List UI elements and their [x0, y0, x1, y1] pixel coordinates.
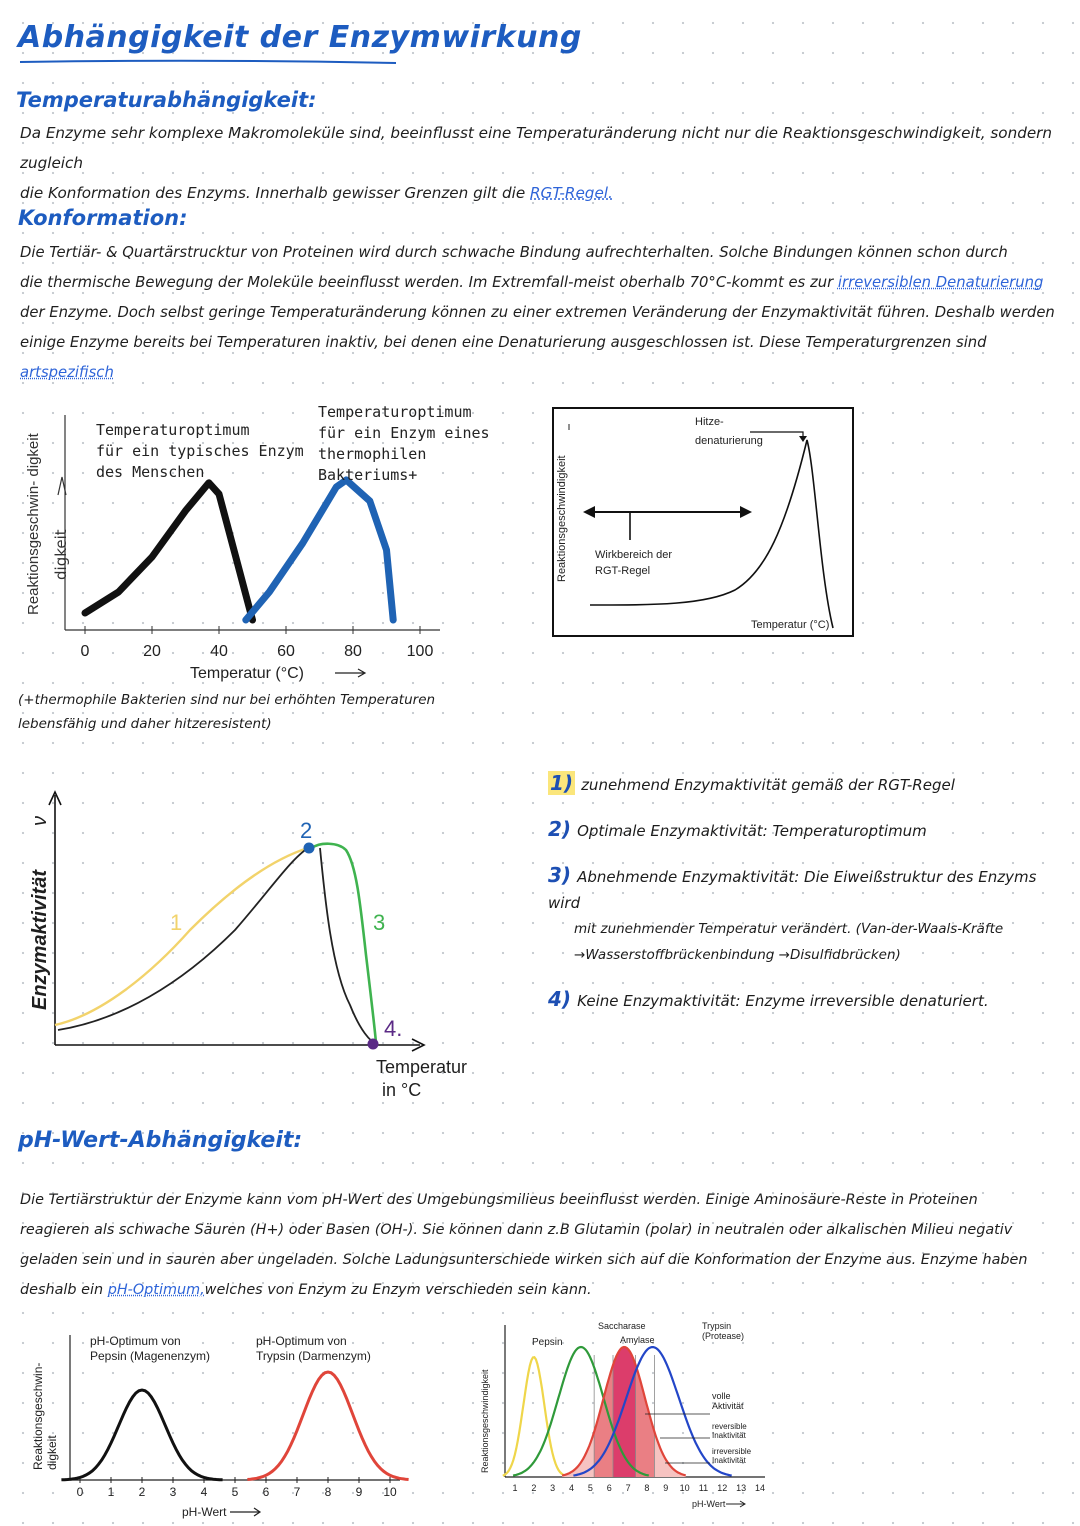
chart4-pepsin-1: pH-Optimum von — [90, 1334, 181, 1348]
human-enzyme-curve — [85, 483, 253, 620]
chart5-saccharase-label: Saccharase — [598, 1321, 646, 1331]
conformation-line3: der Enzyme. Doch selbst geringe Temperaturänderung können zu einer extremen Veränderung der Enzymaktivität führen. Deshalb werden — [20, 304, 1055, 321]
bacteria-label-line1: Temperaturoptimum — [318, 403, 472, 421]
chart5-x-ticks — [512, 1483, 765, 1493]
footnote-line2: lebensfähig und daher hitzeresistent) — [18, 716, 272, 732]
legend-rev-2: Inaktivität — [712, 1431, 746, 1440]
bacteria-label-line3: thermophilen — [318, 445, 427, 463]
ph-line3: geladen sein und in sauren aber ungeladen. Solche Ladungsunterschiede wirken sich auf die Konformation der Enzyme aus. Enzyme haben — [20, 1252, 1028, 1268]
chart4-tick-label: 7 — [293, 1485, 301, 1499]
chart1-footnote — [18, 688, 435, 736]
note-2-text: Optimale Enzymaktivität: Temperaturoptimum — [577, 822, 927, 840]
temperature-intro-line1: Da Enzyme sehr komplexe Makromoleküle sind, beeinflusst eine Temperaturänderung nicht nur die Reaktionsgeschwindigkeit, sondern zugleich — [20, 124, 1053, 172]
chart4-tick-label: 6 — [262, 1485, 270, 1499]
trypsin-curve — [247, 1372, 408, 1480]
chart4-tick-label: 8 — [324, 1485, 332, 1499]
note-4 — [548, 986, 1058, 1014]
temperature-intro — [20, 118, 1070, 208]
chart4-ylabel-2: digkeit — [45, 1435, 59, 1470]
note-3-text-c: →Wasserstoffbrückenbindung →Disulfidbrücken) — [574, 947, 901, 963]
legend-rev-1: reversible — [712, 1422, 747, 1431]
temperature-intro-line2 — [20, 178, 1070, 208]
legend-full-2: Aktivität — [712, 1401, 744, 1411]
conformation-line4 — [20, 328, 1070, 388]
chart1-x-arrow — [335, 669, 365, 677]
denaturation-highlight: irreversiblen Denaturierung — [837, 274, 1044, 291]
chart2-range-2: RGT-Regel — [595, 565, 651, 577]
human-optimum-label — [96, 420, 304, 483]
note-3-text-b: mit zunehmender Temperatur verändert. (Van-der-Waals-Kräfte — [574, 921, 1004, 937]
chart3-xlabel-1: Temperatur — [376, 1057, 468, 1077]
chart3-xlabel-2: in °C — [382, 1080, 422, 1100]
chart5-tick-label: 10 — [679, 1483, 690, 1493]
chart4-ylabel-1: Reaktionsgeschwin- — [31, 1362, 45, 1470]
curve-pepsin — [503, 1357, 565, 1476]
chart5-trypsin-label-2: (Protease) — [702, 1331, 745, 1341]
human-label-line1: Temperaturoptimum — [96, 421, 250, 439]
chart5-tick-label: 8 — [644, 1483, 650, 1493]
rgt-rule-highlight: RGT-Regel. — [530, 184, 613, 202]
species-specific-highlight: artspezifisch — [20, 364, 114, 381]
chart1-ylabel-1: Reaktionsgeschwin- digkeit — [25, 433, 42, 615]
ph-optimum-highlight: pH-Optimum, — [107, 1282, 205, 1298]
conformation-paragraph — [20, 238, 1070, 388]
chart4-tick-label: 1 — [107, 1485, 115, 1499]
ph-line1: Die Tertiärstruktur der Enzyme kann vom pH-Wert des Umgebungsmilieus beeinflusst werden. Einige Aminosäure-Reste in Proteinen — [20, 1192, 978, 1208]
legend-irr-2: Inaktivität — [712, 1456, 746, 1465]
ph-line4 — [20, 1275, 1070, 1305]
chart4-trypsin-1: pH-Optimum von — [256, 1334, 347, 1348]
chart1-ylabel-2: digkeit — [52, 529, 70, 580]
chart4-tick-label: 3 — [169, 1485, 177, 1499]
chart3-ylabel-symbol: ν — [29, 816, 51, 826]
chart5-tick-label: 2 — [531, 1483, 537, 1493]
note-1-text: zunehmend Enzymaktivität gemäß der RGT-Regel — [581, 776, 955, 794]
temperature-intro-text: die Konformation des Enzyms. Innerhalb gewisser Grenzen gilt die — [20, 184, 526, 202]
ph-paragraph — [20, 1185, 1070, 1305]
chart5-tick-label: 6 — [606, 1483, 612, 1493]
bacteria-label-line4: Bakteriums+ — [318, 466, 418, 484]
chart5-tick-label: 9 — [663, 1483, 669, 1493]
conformation-line1: Die Tertiär- & Quartärstrucktur von Proteinen wird durch schwache Bindung aufrechterhalten. Solche Bindungen können schon durch — [20, 244, 1008, 261]
marker-1: 1 — [170, 910, 183, 935]
bacteria-optimum-label — [318, 402, 490, 486]
title-underline — [18, 58, 398, 66]
chart5-tick-label: 11 — [698, 1483, 709, 1493]
chart5-ylabel: Reaktionsgeschwindigkeit — [480, 1369, 490, 1473]
optimum-point — [304, 843, 315, 854]
marker-3: 3 — [373, 910, 386, 935]
conformation-line2-text: die thermische Bewegung der Moleküle beeinflusst werden. Im Extremfall-meist oberhalb 70°C-kommt es zur — [20, 274, 834, 291]
note-2 — [548, 816, 1058, 844]
chart4-tick-label: 2 — [138, 1485, 146, 1499]
phase1-yellow-curve — [55, 848, 308, 1025]
note-2-number: 2) — [548, 817, 572, 841]
chart3-ylabel: Enzymaktivität — [29, 869, 51, 1010]
chart3-black-fall — [320, 848, 378, 1045]
note-4-number: 4) — [548, 987, 572, 1011]
note-4-text: Keine Enzymaktivität: Enzyme irreversible denaturiert. — [577, 992, 989, 1010]
chart1-tick-label: 40 — [210, 643, 228, 660]
ph-heading: pH-Wert-Abhängigkeit: — [18, 1128, 303, 1153]
note-3 — [548, 862, 1058, 916]
footnote-line1: (+thermophile Bakterien sind nur bei erhöhten Temperaturen — [18, 692, 436, 708]
chart2-peak-2: denaturierung — [695, 435, 763, 447]
enzyme-activity-chart — [20, 780, 500, 1110]
phase3-green-curve — [312, 844, 376, 1043]
ph-optimum-chart — [20, 1320, 440, 1520]
chart1-tick-label: 0 — [80, 643, 90, 660]
human-label-line2: für ein typisches Enzym — [96, 442, 304, 460]
temperature-heading: Temperaturabhängigkeit: — [16, 88, 317, 112]
chart5-amylase-label: Amylase — [620, 1335, 655, 1345]
chart1-xlabel: Temperatur (°C) — [190, 665, 304, 682]
chart4-tick-label: 0 — [76, 1485, 84, 1499]
chart4-tick-label: 4 — [200, 1485, 208, 1499]
chart5-trypsin-label-1: Trypsin — [702, 1321, 732, 1331]
denatured-point — [368, 1039, 379, 1050]
chart5-tick-label: 14 — [754, 1483, 766, 1493]
activity-notes — [548, 770, 1058, 1014]
chart5-tick-label: 5 — [587, 1483, 593, 1493]
note-1-number: 1) — [550, 771, 574, 795]
chart2-range-1: Wirkbereich der — [595, 549, 673, 561]
chart4-tick-label: 9 — [355, 1485, 363, 1499]
chart5-tick-label: 7 — [625, 1483, 631, 1493]
chart1-x-ticks — [81, 626, 434, 660]
chart1-tick-label: 100 — [406, 643, 434, 660]
bacteria-label-line2: für ein Enzym eines — [318, 424, 490, 442]
note-1 — [548, 770, 1058, 798]
chart5-tick-label: 1 — [512, 1483, 518, 1493]
chart1-tick-label: 60 — [277, 643, 295, 660]
chart4-tick-label: 10 — [383, 1485, 397, 1499]
human-label-line3: des Menschen — [96, 463, 205, 481]
chart5-tick-label: 4 — [569, 1483, 575, 1493]
chart1-tick-label: 80 — [344, 643, 362, 660]
page-title: Abhängigkeit der Enzymwirkung — [18, 20, 582, 55]
chart2-ylabel: Reaktionsgeschwindigkeit — [556, 455, 568, 582]
conformation-line2 — [20, 268, 1070, 298]
enzymes-ph-chart — [470, 1315, 790, 1520]
chart5-xlabel: pH-Wert — [692, 1499, 726, 1509]
chart2-xlabel: Temperatur (°C) — [751, 619, 830, 631]
conformation-line4-text: einige Enzyme bereits bei Temperaturen inaktiv, bei denen eine Denaturierung ausgeschlossen ist. Diese Temperaturgrenzen sind — [20, 334, 987, 351]
chart5-tick-label: 12 — [717, 1483, 728, 1493]
marker-2: 2 — [300, 818, 313, 843]
rgt-chart — [545, 400, 865, 640]
chart5-tick-label: 3 — [550, 1483, 556, 1493]
legend-full-1: volle — [712, 1391, 731, 1401]
legend-irr-1: irreversible — [712, 1447, 752, 1456]
marker-4: 4. — [384, 1016, 403, 1041]
chart4-xlabel: pH-Wert — [182, 1505, 227, 1519]
chart4-pepsin-2: Pepsin (Magenenzym) — [90, 1349, 211, 1363]
chart1-tick-label: 20 — [143, 643, 161, 660]
chart4-tick-label: 5 — [231, 1485, 239, 1499]
chart5-tick-label: 13 — [736, 1483, 747, 1493]
pepsin-curve — [61, 1390, 222, 1480]
ph-line4-pre: deshalb ein — [20, 1282, 104, 1298]
chart5-pepsin-label: Pepsin — [532, 1337, 563, 1348]
conformation-heading: Konformation: — [18, 206, 188, 230]
note-3-number: 3) — [548, 863, 572, 887]
chart4-trypsin-2: Trypsin (Darmenzym) — [256, 1349, 371, 1363]
bacteria-enzyme-curve — [246, 480, 393, 620]
ph-line2: reagieren als schwache Säuren (H+) oder Basen (OH-). Sie können dann z.B Glutamin (polar) in neutralen oder alkalischen Milieu negativ — [20, 1222, 1013, 1238]
chart2-peak-1: Hitze- — [695, 416, 724, 428]
note-3-text-a: Abnehmende Enzymaktivität: Die Eiweißstruktur des Enzyms wird — [548, 868, 1037, 912]
ph-line4-post: welches von Enzym zu Enzym verschieden sein kann. — [204, 1282, 592, 1298]
